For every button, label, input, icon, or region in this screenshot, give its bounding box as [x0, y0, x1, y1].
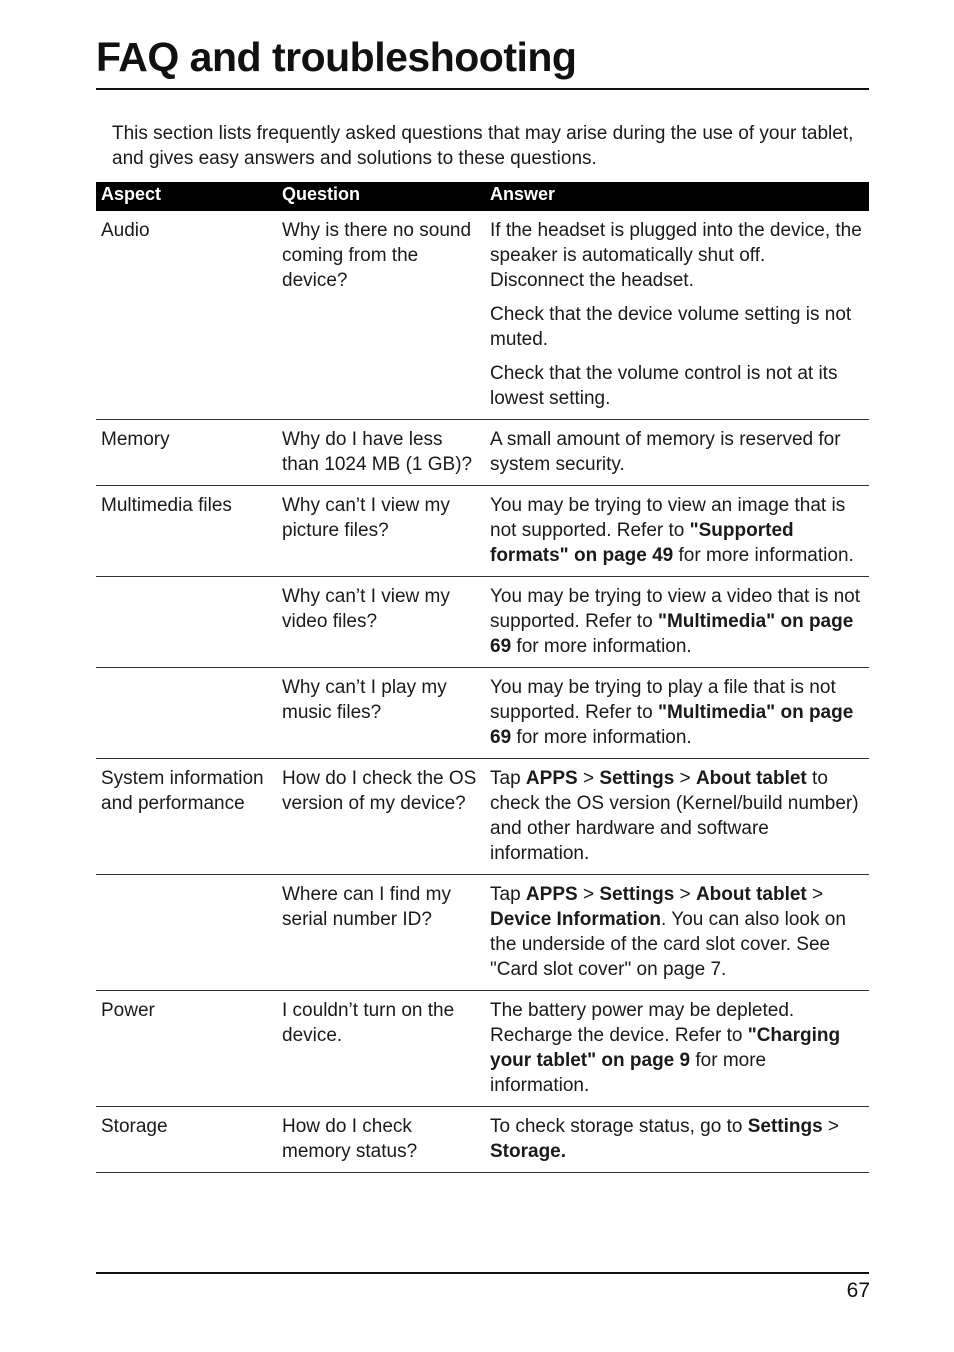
answer-text: for more information. — [511, 636, 692, 657]
answer-bold-text: Settings — [599, 768, 675, 789]
page-title: FAQ and troubleshooting — [96, 34, 577, 80]
answer-bold-text: APPS — [525, 768, 578, 789]
aspect-cell — [96, 577, 277, 668]
answer-bold-text: "Multimedia" on page 69 — [490, 702, 854, 748]
answer-text: to check the OS version (Kernel/build number) and other hardware and software information. — [490, 768, 859, 864]
answer-bold-text: About tablet — [695, 768, 807, 789]
answer-paragraph — [490, 1114, 864, 1164]
aspect-cell: Power — [96, 991, 277, 1107]
answer-paragraph — [490, 675, 864, 750]
aspect-cell: Audio — [96, 211, 277, 420]
column-header-question: Question — [277, 182, 485, 211]
question-cell: I couldn’t turn on the device. — [277, 991, 485, 1107]
answer-text: > — [674, 768, 696, 789]
answer-paragraph — [490, 218, 864, 293]
question-cell: Why can’t I view my picture files? — [277, 486, 485, 577]
table-row — [96, 1107, 869, 1173]
answer-paragraph — [490, 882, 864, 982]
answer-bold-text: About tablet — [695, 884, 807, 905]
table-row — [96, 211, 869, 420]
faq-table — [96, 182, 869, 1173]
table-row — [96, 420, 869, 486]
answer-paragraph — [490, 584, 864, 659]
aspect-cell: Memory — [96, 420, 277, 486]
answer-bold-text: "Multimedia" on page 69 — [490, 611, 854, 657]
faq-table-body — [96, 211, 869, 1173]
intro-paragraph: This section lists frequently asked questions that may arise during the use of your tablet, and gives easy answers and solutions to these questions. — [112, 123, 854, 169]
answer-text: for more information. — [673, 545, 854, 566]
answer-text: Check that the device volume setting is not muted. — [490, 304, 852, 350]
answer-text: You may be trying to view a video that is not supported. Refer to — [490, 586, 861, 632]
answer-paragraph — [490, 493, 864, 568]
aspect-cell — [96, 875, 277, 991]
answer-paragraph — [490, 302, 864, 352]
answer-cell — [485, 991, 869, 1107]
question-cell: Where can I find my serial number ID? — [277, 875, 485, 991]
aspect-cell: Multimedia files — [96, 486, 277, 577]
title-divider — [96, 88, 869, 90]
answer-text: A small amount of memory is reserved for system security. — [490, 429, 841, 475]
answer-text: > — [822, 1116, 840, 1137]
question-cell: Why can’t I play my music files? — [277, 668, 485, 759]
footer-divider — [96, 1272, 869, 1274]
answer-bold-text: Settings — [747, 1116, 823, 1137]
answer-cell — [485, 668, 869, 759]
table-row — [96, 991, 869, 1107]
answer-text: > — [674, 884, 696, 905]
answer-cell — [485, 211, 869, 420]
table-header-row — [96, 182, 869, 211]
answer-text: You may be trying to view an image that is not supported. Refer to — [490, 495, 846, 541]
question-cell: Why is there no sound coming from the device? — [277, 211, 485, 420]
answer-paragraph — [490, 766, 864, 866]
question-cell: How do I check memory status? — [277, 1107, 485, 1173]
question-cell: Why can’t I view my video files? — [277, 577, 485, 668]
table-row — [96, 875, 869, 991]
answer-paragraph — [490, 998, 864, 1098]
table-row — [96, 486, 869, 577]
answer-bold-text: "Charging your tablet" on page 9 — [490, 1025, 841, 1071]
answer-text: for more information. — [490, 1050, 767, 1096]
answer-cell — [485, 577, 869, 668]
page-number: 67 — [846, 1279, 870, 1302]
answer-text: . You can also look on the underside of the card slot cover. See "Card slot cover" on page 7. — [490, 909, 846, 980]
answer-text: You may be trying to play a file that is not supported. Refer to — [490, 677, 836, 723]
table-row — [96, 759, 869, 875]
answer-text: If the headset is plugged into the device, the speaker is automatically shut off. Disconnect the headset. — [490, 220, 862, 291]
answer-text: The battery power may be depleted. Recharge the device. Refer to — [490, 1000, 795, 1046]
answer-bold-text: APPS — [525, 884, 578, 905]
answer-bold-text: "Supported formats" on page 49 — [490, 520, 794, 566]
table-row — [96, 668, 869, 759]
table-row — [96, 577, 869, 668]
answer-text: Tap — [490, 768, 526, 789]
aspect-cell: System information and performance — [96, 759, 277, 875]
answer-cell — [485, 1107, 869, 1173]
answer-cell — [485, 486, 869, 577]
question-cell: How do I check the OS version of my device? — [277, 759, 485, 875]
answer-text: > — [577, 768, 600, 789]
answer-paragraph — [490, 427, 864, 477]
answer-paragraph — [490, 361, 864, 411]
answer-text: Check that the volume control is not at its lowest setting. — [490, 363, 838, 409]
answer-text: Tap — [490, 884, 526, 905]
answer-cell — [485, 420, 869, 486]
answer-bold-text: Device Information — [490, 909, 662, 930]
column-header-answer: Answer — [485, 182, 869, 211]
answer-bold-text: Settings — [599, 884, 675, 905]
aspect-cell: Storage — [96, 1107, 277, 1173]
column-header-aspect: Aspect — [96, 182, 277, 211]
answer-bold-text: Storage. — [490, 1141, 567, 1162]
answer-cell — [485, 875, 869, 991]
question-cell: Why do I have less than 1024 MB (1 GB)? — [277, 420, 485, 486]
answer-text: > — [806, 884, 824, 905]
answer-cell — [485, 759, 869, 875]
answer-text: for more information. — [511, 727, 692, 748]
aspect-cell — [96, 668, 277, 759]
answer-text: > — [577, 884, 600, 905]
answer-text: To check storage status, go to — [490, 1116, 748, 1137]
